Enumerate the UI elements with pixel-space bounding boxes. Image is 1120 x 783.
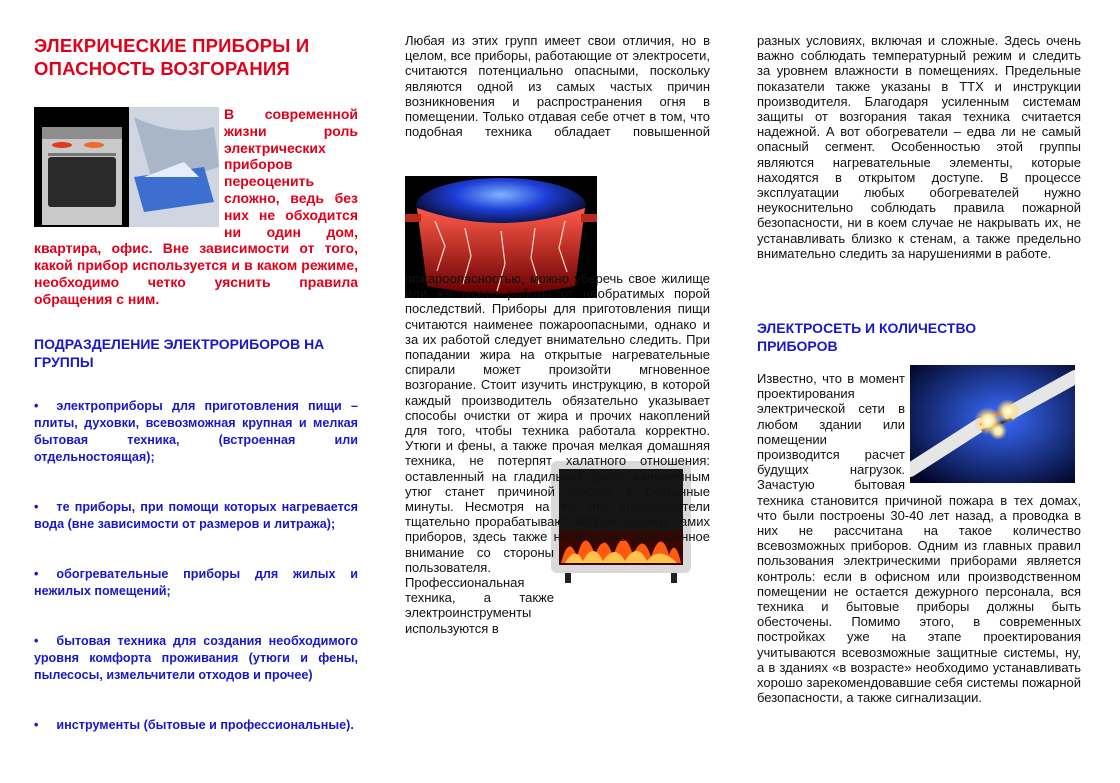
right-paragraph-1: разных условиях, включая и сложные. Здесь очень важно соблюдать температурный режим и следить за уровнем влажности в помещениях. Предельные показатели также указаны в ТТХ и инструкции производителя. Благодаря усиленным системам защиты от возгорания такая техника считается надежной. А вот обогреватели – едва ли не самый опасный сегмент. Особенностью этой группы являются нагревательные элементы, которые находятся в открытом доступе. В процессе эксплуатации любых обогревателей нужно неукоснительно соблюдать правила пожарной безопасности, ни в коем случае не накрывать их, не устанавливать близко к стенам, а также предельно внимательно следить за нарушениями в работе. xyxy=(757,33,1081,261)
groups-list xyxy=(34,398,358,767)
bullet-marker: • xyxy=(34,718,39,732)
section-title-network: ЭЛЕКТРОСЕТЬ И КОЛИЧЕСТВО ПРИБОРОВ xyxy=(757,320,977,354)
image-spacer xyxy=(905,371,1081,489)
bullet-marker: • xyxy=(34,567,39,581)
right-column-text-top xyxy=(757,33,1081,261)
list-item: • те приборы, при помощи которых нагревается вода (вне зависимости от размеров и литража); xyxy=(34,500,358,531)
list-item: • инструменты (бытовые и профессиональные). xyxy=(34,718,354,732)
middle-column-text xyxy=(405,33,710,688)
intro-text: В современной жизни роль электрических приборов переоценить сложно, ведь без них не обходится ни один дом, квартира, офис. Вне зависимости от того, какой прибор используется и в каком режиме, необходимо четко уяснить правила обращения с ним. xyxy=(34,106,358,307)
list-item: • обогревательные приборы для жилых и нежилых помещений; xyxy=(34,567,358,598)
intro-paragraph xyxy=(34,106,358,311)
bullet-marker: • xyxy=(34,634,39,648)
section-title-groups: ПОДРАЗДЕЛЕНИЕ ЭЛЕКТРОРИБОРОВ НА ГРУППЫ xyxy=(34,336,325,370)
image-spacer xyxy=(405,145,601,271)
list-item: • электроприборы для приготовления пищи – плиты, духовки, всевозможная крупная и мелкая бытовая техника, (встроенная или отдельностоящая); xyxy=(34,399,358,464)
right-column-text-bottom xyxy=(757,371,1081,705)
image-spacer xyxy=(34,106,224,224)
image-spacer xyxy=(554,548,710,688)
page-title: ЭЛЕКРИЧЕСКИЕ ПРИБОРЫ И ОПАСНОСТЬ ВОЗГОРАНИЯ xyxy=(34,35,310,79)
bullet-marker: • xyxy=(34,500,39,514)
right-paragraph-2: Известно, что в момент проектирования электрической сети в любом здании или помещении производится расчет будущих нагрузок. Зачастую бытовая техника становится причиной пожара в тех домах, что были построены 30-40 лет назад, а проводка в них не рассчитана на такое количество всевозможных приборов. Одним из главных правил пользования электрическими приборами является контроль: если в офисном или производственном помещении не остается дежурного персонала, вся техника и бытовые приборы должны быть обесточены. Помимо этого, в современных постройках уже на этапе проектирования учитываются всевозможные защитные системы, ну, а в зданиях «в возрасте» необходимо устанавливать хорошо зарекомендовавшие себя системы пожарной безопасности, а также сигнализации. xyxy=(757,371,1081,706)
middle-paragraph: Любая из этих групп имеет свои отличия, но в целом, все приборы, работающие от электросети, считаются потенциально опасными, поскольку являются одной из самых частых причин возникновения и распространения огня в помещении. Только отдавая себе отчет в том, что подобная техника обладает повышенной пожароопасностью, можно уберечь свое жилище или же место работы от необратимых порой последствий. Приборы для приготовления пищи считаются наименее пожароопасными, однако и за их работой следует внимательно следить. При попадании жира на открытые нагревательные спирали может произойти мгновенное возгорание. Стоит изучить инструкцию, в которой каждый производитель обязательно указывает способы очистки от жира и прочих накоплений для того, чтобы техника работала корректно. Утюги и фены, а также прочая мелкая домашняя техника, не потерпят халатного отношения: оставленный на гладильной доске включенным утюг станет причиной пожара в считанные минуты. Несмотря на то, что производители тщательно прорабатывают вопрос защиты самих приборов, здесь также необходимо повышенное внимание со стороны пользователя. Профессиональная техника, а также электроинструменты используются в xyxy=(405,33,710,636)
bullet-marker: • xyxy=(34,399,39,413)
list-item: • бытовая техника для создания необходимого уровня комфорта проживания (утюги и фены, пылесосы, измельчители отходов и прочее) xyxy=(34,634,358,682)
